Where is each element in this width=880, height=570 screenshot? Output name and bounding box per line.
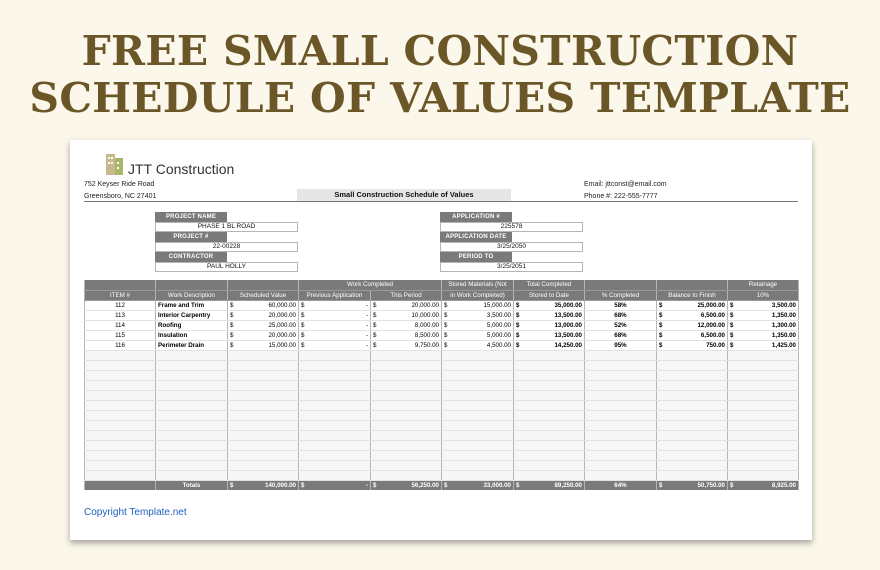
stored-materials-cell: $ 3,500.00: [442, 310, 514, 320]
company-phone: Phone #: 222-555-7777: [584, 193, 658, 200]
previous-application-cell: $ -: [299, 330, 371, 340]
stored-materials-header: Stored Materials (Not: [442, 280, 514, 290]
stored-materials-cell: $ 5,000.00: [442, 330, 514, 340]
empty-table-row: [85, 410, 799, 420]
document-sheet: [70, 140, 812, 540]
retainage-percent-header: 10%: [728, 290, 799, 300]
totals-row: Totals $ 140,000.00 $ - $ 56,250.00 $ 33,000.00 $ 89,250.00 64% $ 50,750.00 $ 8,925.00: [85, 480, 799, 490]
retainage-cell: $ 1,300.00: [728, 320, 799, 330]
work-description-cell: Interior Carpentry: [156, 310, 228, 320]
stored-materials-subheader: in Work Completed): [442, 290, 514, 300]
work-description-cell: Frame and Trim: [156, 300, 228, 310]
company-address-line1: 752 Keyser Ride Road: [84, 181, 155, 188]
empty-table-row: [85, 390, 799, 400]
item-number-cell: 116: [85, 340, 156, 350]
company-email: Email: jttconst@email.com: [584, 181, 667, 188]
project-number-label: PROJECT #: [155, 232, 227, 242]
application-number-label: APPLICATION #: [440, 212, 512, 222]
balance-to-finish-cell: $ 25,000.00: [657, 300, 728, 310]
this-period-cell: $ 9,750.00: [371, 340, 442, 350]
balance-to-finish-cell: $ 6,500.00: [657, 310, 728, 320]
item-number-cell: 114: [85, 320, 156, 330]
retainage-cell: $ 1,350.00: [728, 330, 799, 340]
total-completed-cell: $ 13,000.00: [514, 320, 585, 330]
group-header-row: [85, 280, 799, 290]
period-to-field[interactable]: 3/25/2051: [440, 262, 583, 272]
building-logo-icon: [105, 152, 125, 176]
scheduled-value-header: Scheduled Value: [228, 290, 299, 300]
table-row: [85, 320, 799, 330]
scheduled-value-cell: $ 25,000.00: [228, 320, 299, 330]
balance-to-finish-header: Balance to Finish: [657, 290, 728, 300]
totals-label: Totals: [156, 480, 228, 490]
contractor-field[interactable]: PAUL HOLLY: [155, 262, 298, 272]
empty-table-row: [85, 360, 799, 370]
page-banner-title: [0, 28, 880, 122]
stored-materials-cell: $ 5,000.00: [442, 320, 514, 330]
application-date-field[interactable]: 3/25/2050: [440, 242, 583, 252]
contractor-label: CONTRACTOR: [155, 252, 227, 262]
this-period-cell: $ 8,500.00: [371, 330, 442, 340]
this-period-cell: $ 20,000.00: [371, 300, 442, 310]
balance-to-finish-cell: $ 750.00: [657, 340, 728, 350]
percent-completed-cell: 68%: [585, 330, 657, 340]
balance-to-finish-cell: $ 12,000.00: [657, 320, 728, 330]
work-description-header: Work Description: [156, 290, 228, 300]
previous-application-cell: $ -: [299, 310, 371, 320]
empty-table-row: [85, 350, 799, 360]
banner-line-2: SCHEDULE OF VALUES TEMPLATE: [29, 74, 851, 122]
item-number-header: ITEM #: [85, 290, 156, 300]
work-completed-header: Work Completed: [299, 280, 442, 290]
item-number-cell: 112: [85, 300, 156, 310]
column-header-row: [85, 290, 799, 300]
stored-to-date-header: Stored to Date: [514, 290, 585, 300]
empty-table-row: [85, 460, 799, 470]
table-row: [85, 330, 799, 340]
retainage-header: Retainage: [728, 280, 799, 290]
balance-to-finish-cell: $ 6,500.00: [657, 330, 728, 340]
this-period-header: This Period: [371, 290, 442, 300]
project-name-label: PROJECT NAME: [155, 212, 227, 222]
company-name: JTT Construction: [128, 161, 235, 177]
empty-table-row: [85, 380, 799, 390]
retainage-cell: $ 3,500.00: [728, 300, 799, 310]
this-period-cell: $ 10,000.00: [371, 310, 442, 320]
empty-table-row: [85, 420, 799, 430]
scheduled-value-cell: $ 20,000.00: [228, 330, 299, 340]
scheduled-value-cell: $ 20,000.00: [228, 310, 299, 320]
empty-table-row: [85, 400, 799, 410]
application-number-field[interactable]: 225578: [440, 222, 583, 232]
empty-table-row: [85, 430, 799, 440]
application-date-label: APPLICATION DATE: [440, 232, 512, 242]
scheduled-value-cell: $ 15,000.00: [228, 340, 299, 350]
work-description-cell: Perimeter Drain: [156, 340, 228, 350]
work-description-cell: Insulation: [156, 330, 228, 340]
previous-application-header: Previous Application: [299, 290, 371, 300]
work-description-cell: Roofing: [156, 320, 228, 330]
total-completed-cell: $ 35,000.00: [514, 300, 585, 310]
total-completed-cell: $ 13,500.00: [514, 330, 585, 340]
table-body: [85, 300, 799, 480]
table-row: [85, 300, 799, 310]
project-number-field[interactable]: 22-00228: [155, 242, 298, 252]
retainage-cell: $ 1,350.00: [728, 310, 799, 320]
scheduled-value-cell: $ 60,000.00: [228, 300, 299, 310]
project-name-field[interactable]: PHASE 1 BL ROAD: [155, 222, 298, 232]
schedule-of-values-table: [84, 280, 799, 490]
company-address-line2: Greensboro, NC 27401: [84, 193, 157, 200]
empty-table-row: [85, 370, 799, 380]
stored-materials-cell: $ 15,000.00: [442, 300, 514, 310]
total-completed-cell: $ 14,250.00: [514, 340, 585, 350]
this-period-cell: $ 8,000.00: [371, 320, 442, 330]
percent-completed-cell: 52%: [585, 320, 657, 330]
retainage-cell: $ 1,425.00: [728, 340, 799, 350]
percent-completed-header: % Completed: [585, 290, 657, 300]
copyright-link[interactable]: Copyright Template.net: [84, 507, 187, 518]
item-number-cell: 115: [85, 330, 156, 340]
empty-table-row: [85, 450, 799, 460]
percent-completed-cell: 58%: [585, 300, 657, 310]
empty-table-row: [85, 470, 799, 480]
item-number-cell: 113: [85, 310, 156, 320]
previous-application-cell: $ -: [299, 340, 371, 350]
banner-line-1: FREE SMALL CONSTRUCTION: [81, 27, 799, 75]
document-title: Small Construction Schedule of Values: [297, 189, 511, 201]
table-row: [85, 310, 799, 320]
empty-table-row: [85, 440, 799, 450]
stored-materials-cell: $ 4,500.00: [442, 340, 514, 350]
total-completed-header: Total Completed: [514, 280, 585, 290]
previous-application-cell: $ -: [299, 320, 371, 330]
header-divider: [84, 201, 798, 202]
percent-completed-cell: 68%: [585, 310, 657, 320]
previous-application-cell: $ -: [299, 300, 371, 310]
total-completed-cell: $ 13,500.00: [514, 310, 585, 320]
percent-completed-cell: 95%: [585, 340, 657, 350]
period-to-label: PERIOD TO: [440, 252, 512, 262]
table-row: [85, 340, 799, 350]
